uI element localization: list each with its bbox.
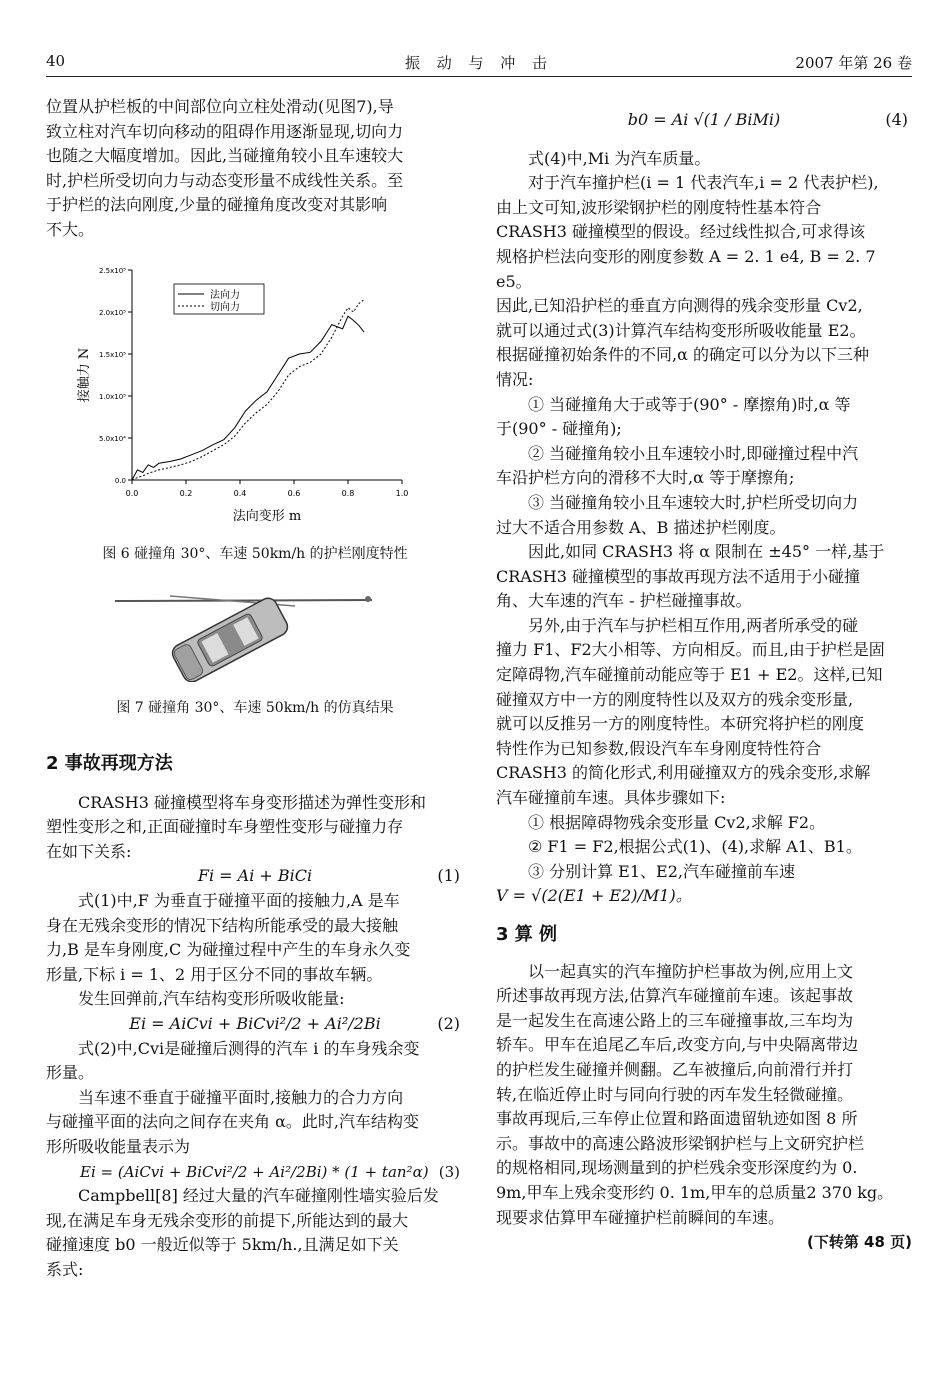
y-tick-label: 1.5x10⁵ [99,351,126,359]
step-item: ③ 分别计算 E1、E2,汽车碰撞前车速 [528,861,795,881]
series-line-切向力 [132,299,364,480]
y-tick-label: 2.5x10⁵ [99,267,126,275]
case-item: ③ 当碰撞角较小且车速较大时,护栏所受切向力 过大不适合用参数 A、B 描述护栏刚度。 [496,492,859,537]
paragraph: CRASH3 碰撞模型将车身变形描述为弹性变形和 塑性变形之和,正面碰撞时车身塑性变形与碰撞力存 在如下关系: [46,792,427,861]
x-tick-label: 0.2 [179,489,193,498]
paragraph: Campbell[8] 经过大量的汽车碰撞刚性墙实验后发 现,在满足车身无残余变形的前提下,所能达到的最大 碰撞速度 b0 一般近似等于 5km/h.,且满足如下关 系式: [46,1186,439,1279]
right-column [496,108,912,1255]
paragraph: 因此,如同 CRASH3 将 α 限制在 ±45° 一样,基于 CRASH3 碰撞模型的事故再现方法不适用于小碰撞 角、大车速的汽车 - 护栏碰撞事故。 [496,542,885,611]
case-item: ① 当碰撞角大于或等于(90° - 摩擦角)时,α 等 于(90° - 碰撞角); [496,394,851,439]
equation-1: Fi = Ai + BiCi (1) [197,866,460,886]
left-top-text [46,95,464,243]
journal-title: 振 动 与 冲 击 [404,54,554,72]
left-section-2 [46,752,464,1282]
equation-3: Ei = (AiCvi + BiCvi²/2 + Ai²/2Bi) * (1 + tan²α) (3) [80,1162,460,1181]
paragraph: 以一起真实的汽车撞防护栏事故为例,应用上文 所述事故再现方法,估算汽车碰撞前车速。该起事故 是一起发生在高速公路上的三车碰撞事故,三车均为 轿车。甲车在追尾乙车后,改变方向,与中央隔离带边 的护栏发生碰撞并侧翻。乙车被撞后,向前滑行并打 转,在临近停止时与同向行驶的丙车发生轻微碰撞。 事故再现后,三车停止位置和路面遗留轨迹如图 8 所 示。事故中的高速公路波形梁钢护栏与上文研究护栏 的规格相同,现场测量到的护栏残余变形深度约为 0. 9m,甲车上残余变形约 0. 1m,甲车的总质量2 370 kg。 现要求估算甲车碰撞护栏前瞬间的车速。 [496,961,894,1227]
legend-label: 切向力 [210,302,240,313]
page-header [46,52,912,74]
paragraph: 发生回弹前,汽车结构变形所吸收能量: [78,989,345,1009]
equation-2: Ei = AiCvi + BiCvi²/2 + Ai²/2Bi (2) [129,1013,460,1033]
figure-6-caption: 图 6 碰撞角 30°、车速 50km/h 的护栏刚度特性 [102,546,408,562]
car-icon [169,595,290,682]
x-tick-label: 0.0 [125,489,139,498]
continued-note: (下转第 48 页) [806,1233,912,1252]
paragraph: 位置从护栏板的中间部位向立柱处滑动(见图7),导 致立柱对汽车切向移动的阻碍作用逐渐显现,切向力 也随之大幅度增加。因此,当碰撞角较小且车速较大 时,护栏所受切向力与动态变形量不成线性关系。至 于护栏的法向刚度,少量的碰撞角度改变对其影响 不大。 [46,97,404,239]
header-rule [46,76,912,77]
guardrail-post [365,596,371,602]
x-tick-label: 0.4 [233,489,247,498]
paragraph: 式(1)中,F 为垂直于碰撞平面的接触力,A 是车 身在无残余变形的情况下结构所能承受的最大接触 力,B 是车身刚度,C 为碰撞过程中产生的车身永久变 形量,下标 i = 1、2 用于区分不同的事故车辆。 [46,890,411,984]
paragraph: 式(4)中,Mi 为汽车质量。 [528,148,711,168]
x-tick-label: 0.6 [287,489,301,498]
y-tick-label: 5.0x10⁴ [99,435,126,443]
section-heading: 2 事故再现方法 [46,753,173,774]
x-axis-label: 法向变形 m [232,509,302,524]
step-item: ① 根据障碍物残余变形量 Cv2,求解 F2。 [528,812,826,832]
figure-7-illustration [110,582,380,682]
step-item: ② F1 = F2,根据公式(1)、(4),求解 A1、B1。 [528,837,862,857]
paragraph: 当车速不垂直于碰撞平面时,接触力的合力方向 与碰撞平面的法向之间存在夹角 α。此时,汽车结构变 形所吸收能量表示为 [46,1087,419,1156]
legend-label: 法向力 [210,290,240,301]
issue-info: 2007 年第 26 卷 [795,54,912,72]
y-tick-label: 2.0x10⁵ [99,309,126,317]
paragraph: 式(2)中,Cvi是碰撞后测得的汽车 i 的车身残余变 形量。 [46,1038,420,1083]
paragraph: 对于汽车撞护栏(i = 1 代表汽车,i = 2 代表护栏), 由上文可知,波形梁钢护栏的刚度特性基本符合 CRASH3 碰撞模型的假设。经过线性拟合,可求得该 规格护栏法向变形的刚度参数 A = 2. 1 e4, B = 2. 7 e5。 因此,已知沿护栏的垂直方向测得的残余变形量 Cv2, 就可以通过式(3)计算汽车结构变形所吸收能量 E2。 根据碰撞初始条件的不同,α 的确定可以分为以下三种 情况: [496,173,879,389]
paragraph: 另外,由于汽车与护栏相互作用,两者所承受的碰 撞力 F1、F2大小相等、方向相反。而且,由于护栏是固 定障碍物,汽车碰撞前动能应等于 E1 + E2。这样,已知 碰撞双方中一方的刚度特性以及双方的残余变形量, 就可以反推另一方的刚度特性。本研究将护栏的刚度 特性作为已知参数,假设汽车车身刚度特性符合 CRASH3 的简化形式,利用碰撞双方的残余变形,求解 汽车碰撞前车速。具体步骤如下: [496,615,885,808]
velocity-formula: V = √(2(E1 + E2)/M1)。 [496,886,692,906]
y-tick-label: 0.0 [114,477,126,485]
x-tick-label: 0.8 [341,489,355,498]
figure-6-chart [70,262,440,527]
equation-4: b0 = Ai √(1 / BiMi) (4) [627,110,908,129]
x-tick-label: 1.0 [395,489,409,498]
section-heading: 3 算 例 [496,924,558,945]
page-number: 40 [46,52,66,70]
case-item: ② 当碰撞角较小且车速较小时,即碰撞过程中汽 车沿护栏方向的滑移不大时,α 等于摩擦角; [496,443,859,488]
figure-7-caption: 图 7 碰撞角 30°、车速 50km/h 的仿真结果 [116,700,394,716]
y-tick-label: 1.0x10⁵ [99,393,126,401]
y-axis-label: 接触力 N [77,347,92,403]
guardrail-line [115,600,372,601]
